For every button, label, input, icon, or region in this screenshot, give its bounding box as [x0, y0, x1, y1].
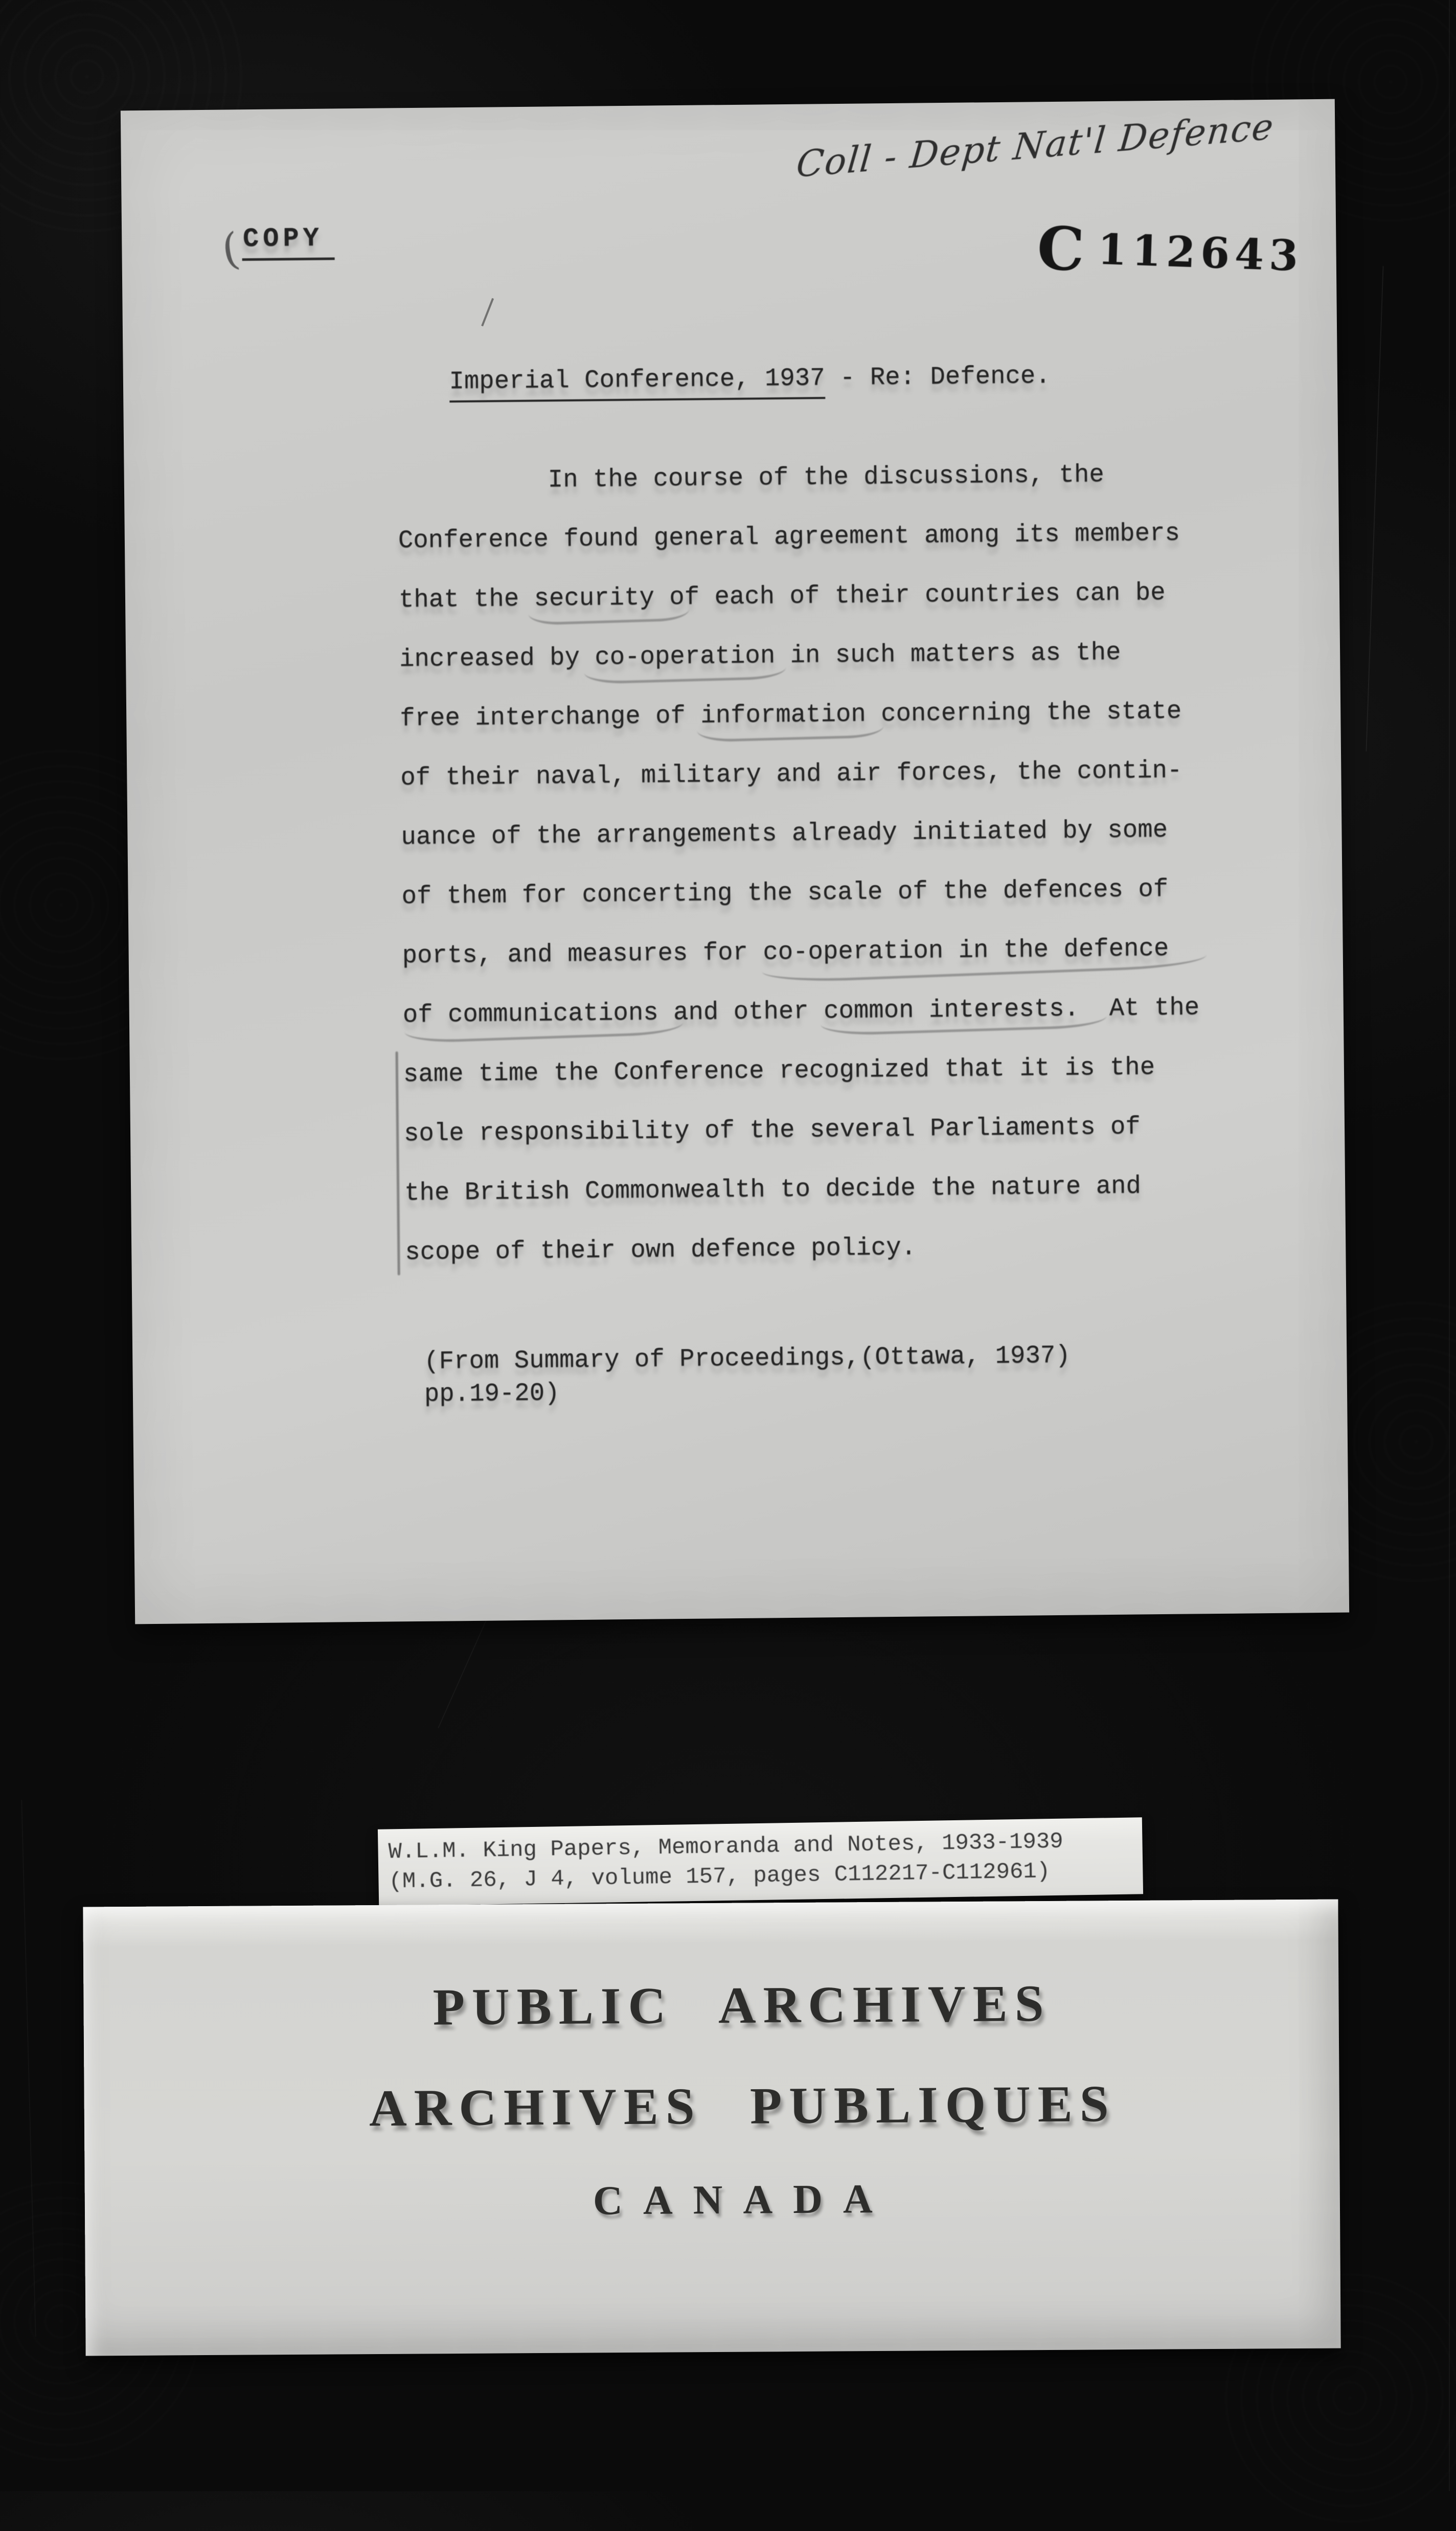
citation-line: pp.19-20) [424, 1379, 560, 1409]
reference-label-line: W.L.M. King Papers, Memoranda and Notes, 1933-1939 [388, 1828, 1064, 1865]
archive-card-title-en: PUBLIC ARCHIVES [433, 1974, 1051, 2037]
film-scratch [1366, 266, 1383, 751]
stamp-prefix: C [1036, 213, 1086, 285]
stamp-number: 112643 [1097, 224, 1304, 281]
film-scratch [1449, 0, 1450, 2491]
copy-label-group [218, 223, 335, 276]
body-line: of communications and other common interests. At the [402, 993, 1200, 1030]
document-title [389, 333, 1051, 425]
archive-card-title-fr: ARCHIVES PUBLIQUES [369, 2075, 1116, 2138]
stray-pencil-mark [481, 298, 494, 326]
reference-label [378, 1817, 1143, 1906]
citation [424, 1339, 1071, 1411]
document-page [121, 99, 1349, 1624]
document-title-rest: - Re: Defence. [825, 361, 1051, 393]
body-line: scope of their own defence policy. [405, 1233, 917, 1267]
pencil-paren-mark: ( [218, 223, 243, 276]
copy-label: COPY [242, 223, 335, 261]
body-line: ports, and measures for co-operation in the defence [402, 934, 1169, 970]
body-line: free interchange of information concerning the state [400, 696, 1182, 733]
document-body [397, 444, 1202, 1282]
body-line: of them for concerting the scale of the defences of [401, 874, 1169, 911]
body-line: uance of the arrangements already initiated by some [401, 815, 1168, 852]
archive-card-country: CANADA [593, 2176, 893, 2224]
film-scratch [438, 1616, 488, 1728]
body-line: of their naval, military and air forces, the contin- [400, 756, 1182, 793]
body-line: sole responsibility of the several Parliaments of [403, 1112, 1141, 1148]
citation-line: (From Summary of Proceedings,(Ottawa, 1937) [424, 1341, 1071, 1376]
pencil-margin-line [396, 1051, 400, 1275]
body-line: increased by co-operation in such matters as the [399, 638, 1121, 674]
document-title-underlined: Imperial Conference, 1937 [449, 364, 825, 402]
body-line: that the security of each of their countries can be [398, 578, 1166, 615]
body-line: In the course of the discussions, the [397, 460, 1105, 496]
archive-page-number-stamp [1036, 213, 1304, 287]
archive-card [83, 1900, 1340, 2356]
body-line: Conference found general agreement among its members [398, 518, 1180, 555]
body-line: same time the Conference recognized that it is the [403, 1053, 1155, 1089]
handwritten-annotation: Coll - Dept Nat'l Defence [794, 105, 1277, 186]
body-line: the British Commonwealth to decide the nature and [404, 1171, 1142, 1208]
reference-label-line: (M.G. 26, J 4, volume 157, pages C112217-C112961) [389, 1859, 1051, 1895]
